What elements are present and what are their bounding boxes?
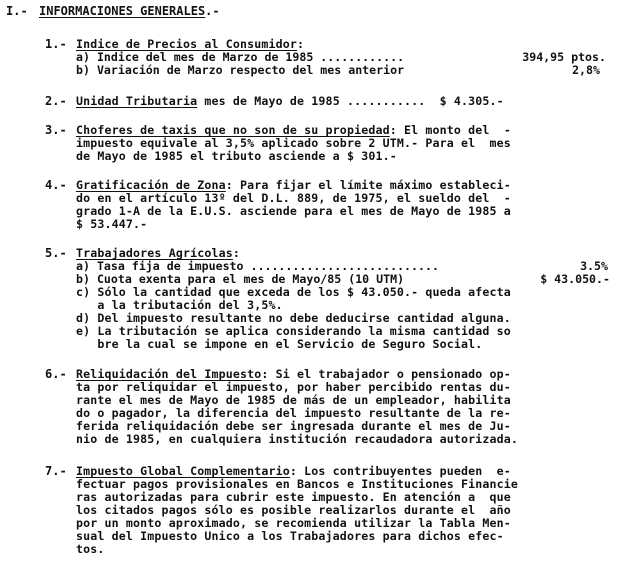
item-4-rest: : Para fijar el límite máximo estableci- [225,178,511,192]
item-6-line-5: ferida reliquidación debe ser ingresada durante el mes de Ju- [76,419,511,433]
item-4-line-2: do en el artículo 13º del D.L. 889, de 1975, el sueldo del - [76,191,511,205]
item-1-line-a-label: a) Indice del mes de Marzo de 1985 ............ [76,50,405,64]
item-1-line-b [76,64,600,77]
item-3-heading: Choferes de taxis que no son de su propiedad [76,123,390,137]
item-4-number: 4.- [45,178,67,192]
section-title-text: INFORMACIONES GENERALES [39,4,206,18]
item-7-heading: Impuesto Global Complementario [76,464,290,478]
item-1-heading-suffix: : [297,37,305,51]
item-2-text [76,95,504,108]
item-7-line-3: ras autorizadas para cubrir este impuesto. En atención a que [76,490,511,504]
item-3-line-3: de Mayo de 1985 el tributo asciende a $ 301.- [76,149,397,163]
item-3-rest: : El monto del - [389,123,511,137]
item-5-row-b-value: $ 43.050.- [540,272,610,286]
item-7-line-7: tos. [76,542,105,556]
item-7-line-5: por un monto aproximado, se recomienda utilizar la Tabla Men- [76,516,511,530]
item-6-heading: Reliquidación del Impuesto [76,367,262,381]
item-2-rest: mes de Mayo de 1985 ........... $ 4.305.- [197,94,504,108]
item-1-number: 1.- [45,37,67,51]
item-6-line-4: do o pagador, la diferencia del impuesto resultante de la re- [76,406,511,420]
item-7-number: 7.- [45,464,67,478]
item-5-line-e-cont: bre la cual se impone en el Servicio de Seguro Social. [76,337,483,351]
item-7-line-4: los citados pagos sólo es posible realizarlos durante el año [76,503,511,517]
item-5-row-a-value: 3.5% [580,259,608,273]
item-5-line-e: e) La tributación se aplica considerando la misma cantidad so [76,324,511,338]
item-1-line-b-label: b) Variación de Marzo respecto del mes anterior [76,63,405,77]
item-3-number: 3.- [45,123,67,137]
item-7-line-6: sual del Impuesto Unico a los Trabajadores para dichos efec- [76,529,504,543]
item-6-rest: : Si el trabajador o pensionado op- [261,367,511,381]
item-5-line-c: c) Sólo la cantidad que exceda de los $ 43.050.- queda afecta [76,285,511,299]
item-5-number: 5.- [45,246,67,260]
item-6-line-3: rante el mes de Mayo de 1985 de más de un empleador, habilita [76,393,511,407]
item-5-line-c-cont: a la tributación del 3,5%. [76,298,283,312]
item-3-line-2: impuesto equivale al 3,5% aplicado sobre 2 UTM.- Para el mes [76,136,511,150]
section-title [39,5,220,18]
item-4-line-3: grado 1-A de la E.U.S. asciende para el mes de Mayo de 1985 a [76,204,511,218]
section-title-suffix: .- [205,4,220,18]
item-2-number: 2.- [45,94,67,108]
section-number: I.- [6,4,28,18]
item-6-line-6: nio de 1985, en cualquiera institución recaudadora autorizada. [76,432,519,446]
item-1-line-b-value: 2,8% [572,63,600,77]
item-5-heading-text: Trabajadores Agrícolas [76,246,233,260]
item-1-heading-text: Indice de Precios al Consumidor [76,37,298,51]
item-5-heading-suffix: : [232,246,241,260]
item-5-row-a-label: a) Tasa fija de impuesto ........................... [76,259,439,273]
item-4-heading: Gratificación de Zona [76,178,226,192]
item-7-rest: : Los contribuyentes pueden e- [289,464,511,478]
item-4-line-4: $ 53.447.- [76,217,148,231]
item-2-heading: Unidad Tributaria [76,94,198,108]
item-7-line-2: fectuar pagos provisionales en Bancos e Instituciones Financie [76,477,519,491]
item-1-line-a-value: 394,95 ptos. [522,50,606,64]
item-6-line-2: ta por reliquidar el impuesto, por haber percibido rentas du- [76,380,511,394]
item-5-row-b-label: b) Cuota exenta para el mes de Mayo/85 (10 UTM) [76,272,405,286]
item-6-number: 6.- [45,367,67,381]
item-5-line-d: d) Del impuesto resultante no debe deducirse cantidad alguna. [76,311,511,325]
